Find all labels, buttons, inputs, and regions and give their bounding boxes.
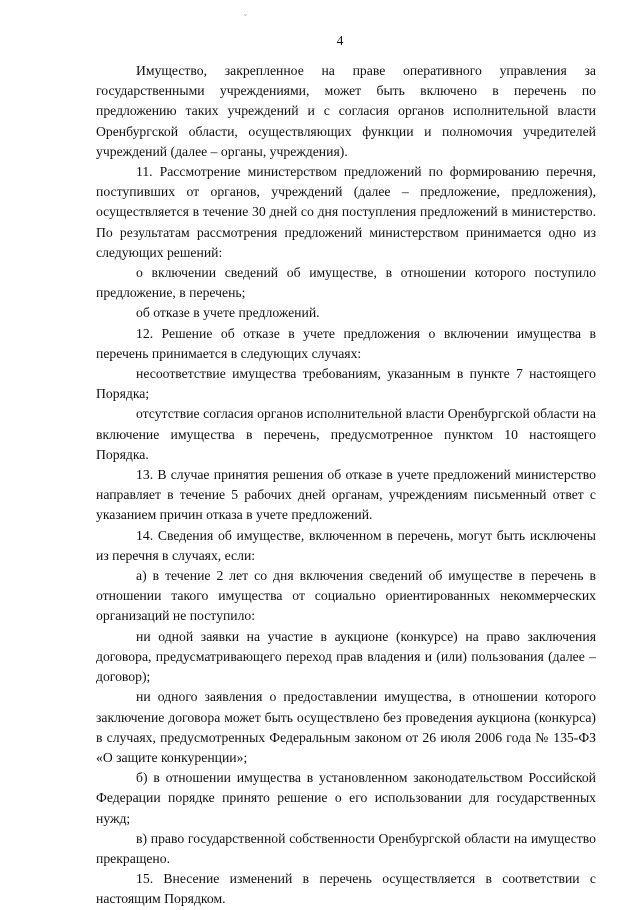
paragraph-mismatch-requirements: несоответствие имущества требованиям, указанным в пункте 7 настоящего Порядка;	[96, 366, 596, 402]
paragraph-decision-include: о включении сведений об имуществе, в отношении которого поступило предложение, в перечень;	[96, 265, 596, 301]
page-number: 4	[336, 33, 344, 48]
paragraph-no-auction-bids: ни одной заявки на участие в аукционе (конкурсе) на право заключения договора, предусматривающего переход прав владения и (или) пользования (далее – договор);	[96, 628, 596, 685]
scan-mark: ˇ	[244, 13, 247, 22]
paragraph-no-consent: отсутствие согласия органов исполнительной власти Оренбургской области на включение имущества в перечень, предусмотренное пунктом 10 настоящего Порядка.	[96, 406, 596, 462]
paragraph-item-14c: в) право государственной собственности Оренбургской области на имущество прекращено.	[96, 830, 596, 866]
paragraph-item-13: 13. В случае принятия решения об отказе в учете предложений министерство направляет в течение 5 рабочих дней органам, учреждениям письменный ответ с указанием причин отказа в учете предложений.	[96, 467, 596, 523]
document-body	[96, 61, 596, 910]
paragraph-item-14b: б) в отношении имущества в установленном законодательством Российской Федерации порядке принято решение о его использовании для государственных нужд;	[96, 770, 596, 826]
paragraph-item-14: 14. Сведения об имуществе, включенном в перечень, могут быть исключены из перечня в случаях, если:	[96, 527, 596, 563]
paragraph-item-14a: а) в течение 2 лет со дня включения сведений об имуществе в перечень в отношении такого имущества от социально ориентированных некоммерческих организаций не поступило:	[96, 568, 596, 624]
paragraph-property-assignment: Имущество, закрепленное на праве оперативного управления за государственными учреждениями, может быть включено в перечень по предложению таких учреждений и с согласия органов исполнительной власти Оренбургской области, осуществляющих функции и полномочия учредителей учреждений (далее – органы, учреждения).	[96, 63, 596, 159]
paragraph-item-12: 12. Решение об отказе в учете предложения о включении имущества в перечень принимается в следующих случаях:	[96, 325, 596, 361]
paragraph-decision-refuse: об отказе в учете предложений.	[136, 305, 320, 321]
paragraph-item-11: 11. Рассмотрение министерством предложений по формированию перечня, поступивших от органов, учреждений (далее – предложение, предложения), осуществляется в течение 30 дней со дня поступления предложений в министерство. По результатам рассмотрения предложений министерством принимается одно из следующих решений:	[96, 164, 596, 260]
paragraph-item-15: 15. Внесение изменений в перечень осуществляется в соответствии с настоящим Порядком.	[96, 871, 596, 907]
paragraph-no-applications: ни одного заявления о предоставлении имущества, в отношении которого заключение договора может быть осуществлено без проведения аукциона (конкурса) в случаях, предусмотренных Федеральным законом от 26 июля 2006 года № 135-ФЗ «О защите конкуренции»;	[96, 689, 596, 765]
